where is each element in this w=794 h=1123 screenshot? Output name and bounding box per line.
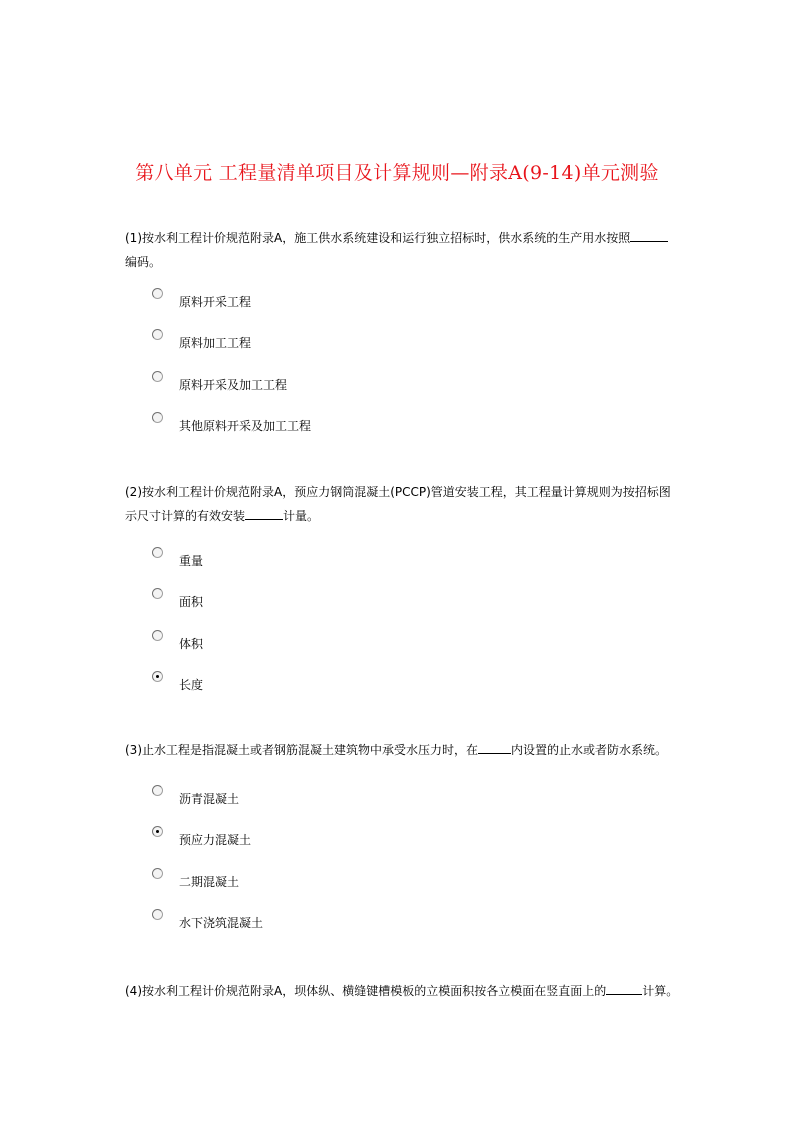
- question-number: (3): [125, 743, 142, 757]
- question-number: (1): [125, 231, 142, 245]
- question-text: 按水利工程计价规范附录A，预应力钢筒混凝土(PCCP)管道安装工程，其工程量计算规则为按招标图示尺寸计算的有效安装: [125, 485, 671, 523]
- option-label: 沥青混凝土: [179, 792, 240, 806]
- radio-button[interactable]: [152, 371, 163, 382]
- option-label: 原料开采及加工工程: [179, 378, 288, 392]
- answer-blank: [606, 980, 642, 995]
- option-label: 体积: [179, 637, 204, 651]
- question-text-end: 计算。: [642, 984, 679, 998]
- radio-button-selected[interactable]: [152, 826, 163, 837]
- question-2: [125, 480, 680, 528]
- question-4: [125, 979, 695, 1003]
- question-3: [125, 738, 695, 762]
- radio-button[interactable]: [152, 329, 163, 340]
- question-1: [125, 226, 680, 274]
- question-number: (2): [125, 485, 142, 499]
- option-label: 二期混凝土: [179, 875, 240, 889]
- question-text: 按水利工程计价规范附录A，施工供水系统建设和运行独立招标时，供水系统的生产用水按照: [142, 231, 631, 245]
- answer-blank: [245, 505, 283, 520]
- radio-button[interactable]: [152, 785, 163, 796]
- radio-button[interactable]: [152, 868, 163, 879]
- question-text-end: 编码。: [125, 255, 162, 269]
- option-label: 预应力混凝土: [179, 833, 252, 847]
- question-text-end: 计量。: [283, 509, 320, 523]
- question-text-end: 内设置的止水或者防水系统。: [511, 743, 668, 757]
- radio-button-selected[interactable]: [152, 671, 163, 682]
- radio-button[interactable]: [152, 288, 163, 299]
- answer-blank: [478, 739, 511, 754]
- question-text: 按水利工程计价规范附录A，坝体纵、横缝键槽模板的立模面积按各立模面在竖直面上的: [142, 984, 607, 998]
- radio-button[interactable]: [152, 909, 163, 920]
- question-text: 止水工程是指混凝土或者钢筋混凝土建筑物中承受水压力时，在: [142, 743, 479, 757]
- radio-button[interactable]: [152, 630, 163, 641]
- option-label: 其他原料开采及加工工程: [179, 419, 312, 433]
- option-label: 面积: [179, 595, 204, 609]
- radio-button[interactable]: [152, 547, 163, 558]
- radio-button[interactable]: [152, 412, 163, 423]
- option-label: 原料加工工程: [179, 336, 252, 350]
- option-label: 水下浇筑混凝土: [179, 916, 264, 930]
- question-number: (4): [125, 984, 142, 998]
- radio-button[interactable]: [152, 588, 163, 599]
- page-title: 第八单元 工程量清单项目及计算规则—附录A(9-14)单元测验: [135, 162, 659, 184]
- option-label: 重量: [179, 554, 204, 568]
- answer-blank: [630, 227, 668, 242]
- option-label: 长度: [179, 678, 204, 692]
- option-label: 原料开采工程: [179, 295, 252, 309]
